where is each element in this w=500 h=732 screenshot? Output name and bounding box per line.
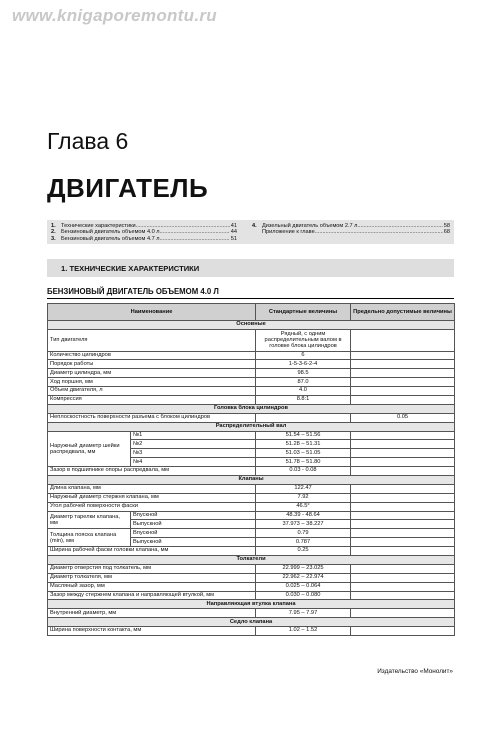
column-header-limit: Предельно допустимые величины [351, 304, 455, 321]
row-limit [351, 520, 455, 529]
row-limit [351, 458, 455, 467]
group-title: Клапаны [48, 475, 455, 484]
row-limit [351, 502, 455, 511]
row-standard: 6 [256, 351, 351, 360]
row-name: Объем двигателя, л [48, 387, 256, 396]
row-standard: 46.5° [256, 502, 351, 511]
table-row [48, 360, 455, 369]
row-subname: №4 [131, 458, 256, 467]
row-limit [351, 351, 455, 360]
group-row [48, 404, 455, 413]
row-name: Ход поршня, мм [48, 378, 256, 387]
engine-spec-table [47, 303, 455, 636]
row-standard: 0.025 – 0.064 [256, 582, 351, 591]
toc-page: 44 [230, 229, 237, 236]
row-name: Диаметр тарелки клапана, мм [48, 511, 131, 529]
row-standard: 51.78 – 51.80 [256, 458, 351, 467]
table-row [48, 395, 455, 404]
row-subname: Выпускной [131, 538, 256, 547]
row-name: Тип двигателя [48, 329, 256, 351]
row-name: Наружный диаметр шейки распредвала, мм [48, 431, 131, 467]
row-limit [351, 360, 455, 369]
row-standard: 1-5-3-6-2-4 [256, 360, 351, 369]
row-name: Порядок работы [48, 360, 256, 369]
group-title: Направляющая втулка клапана [48, 600, 455, 609]
toc-number: 3. [51, 235, 56, 242]
group-title: Головка блока цилиндров [48, 404, 455, 413]
column-header-standard: Стандартные величины [256, 304, 351, 321]
row-subname: Впускной [131, 511, 256, 520]
row-limit [351, 493, 455, 502]
row-name: Неплоскостность поверхности разъема с блоком цилиндров [48, 413, 256, 422]
table-row [48, 529, 455, 538]
table-row [48, 467, 455, 476]
row-limit: 0.05 [351, 413, 455, 422]
row-standard: Рядный, с одним распределительным валом в головке блока цилиндров [256, 329, 351, 351]
toc-column-left [51, 223, 237, 242]
row-standard: 22.999 – 23.025 [256, 564, 351, 573]
row-name: Угол рабочей поверхности фаски [48, 502, 256, 511]
table-row [48, 493, 455, 502]
row-limit [351, 449, 455, 458]
table-row [48, 413, 455, 422]
row-name: Зазор в подшипнике опоры распредвала, мм [48, 467, 256, 476]
table-row [48, 547, 455, 556]
row-name: Ширина поверхности контакта, мм [48, 627, 256, 636]
table-row [48, 511, 455, 520]
watermark: www.knigaporemontu.ru [12, 6, 217, 25]
row-name: Внутренний диаметр, мм [48, 609, 256, 618]
row-limit [351, 582, 455, 591]
table-row [48, 431, 455, 440]
group-row [48, 600, 455, 609]
toc-number: 4. [252, 223, 257, 229]
row-limit [351, 609, 455, 618]
row-standard: 48.39 - 48.64 [256, 511, 351, 520]
row-limit [351, 395, 455, 404]
row-limit [351, 431, 455, 440]
toc-number: 2. [51, 229, 56, 236]
group-row [48, 422, 455, 431]
row-name: Диаметр цилиндра, мм [48, 369, 256, 378]
row-subname: №2 [131, 440, 256, 449]
table-row [48, 378, 455, 387]
toc-leader [315, 229, 443, 235]
row-standard: 7.95 – 7.97 [256, 609, 351, 618]
row-standard: 0.030 – 0.080 [256, 591, 351, 600]
group-title: Основные [48, 321, 455, 330]
toc-page: 68 [443, 229, 450, 236]
chapter-label: Глава 6 [47, 128, 129, 154]
row-standard: 4.0 [256, 387, 351, 396]
table-row [48, 387, 455, 396]
row-standard: 98.5 [256, 369, 351, 378]
row-name: Ширина рабочей фаски головки клапана, мм [48, 547, 256, 556]
toc-leader [160, 236, 230, 242]
table-title: БЕНЗИНОВЫЙ ДВИГАТЕЛЬ ОБЪЕМОМ 4.0 Л [47, 287, 219, 296]
row-standard: 87.0 [256, 378, 351, 387]
row-limit [351, 440, 455, 449]
toc-number: 1. [51, 223, 56, 229]
row-limit [351, 573, 455, 582]
row-subname: Впускной [131, 529, 256, 538]
toc-text: Бензиновый двигатель объемом 4.0 л [61, 229, 160, 236]
table-header-row [48, 304, 455, 321]
row-standard: 7.92 [256, 493, 351, 502]
table-row [48, 573, 455, 582]
table-row [48, 484, 455, 493]
row-subname: Выпускной [131, 520, 256, 529]
group-title: Толкатели [48, 555, 455, 564]
row-name: Диаметр отверстия под толкатель, мм [48, 564, 256, 573]
row-limit [351, 529, 455, 538]
column-header-name: Наименование [48, 304, 256, 321]
group-row [48, 555, 455, 564]
row-standard: 0.25 [256, 547, 351, 556]
row-standard: 1.02 – 1.52 [256, 627, 351, 636]
table-row [48, 627, 455, 636]
row-standard: 37.973 – 38.227 [256, 520, 351, 529]
row-limit [351, 378, 455, 387]
row-standard: 0.787 [256, 538, 351, 547]
table-title-rule [47, 298, 454, 299]
group-title: Распределительный вал [48, 422, 455, 431]
row-limit [351, 511, 455, 520]
table-row [48, 609, 455, 618]
row-standard: 8.8:1 [256, 395, 351, 404]
row-limit [351, 329, 455, 351]
row-standard: 0.79 [256, 529, 351, 538]
row-name: Количество цилиндров [48, 351, 256, 360]
row-standard [256, 413, 351, 422]
toc-page: 51 [230, 235, 237, 242]
toc-column-right [252, 223, 450, 236]
toc-page: 58 [443, 223, 450, 229]
table-row [48, 502, 455, 511]
toc-text: Дизельный двигатель объемом 2.7 л [262, 223, 358, 229]
row-limit [351, 484, 455, 493]
row-limit [351, 547, 455, 556]
group-row [48, 475, 455, 484]
group-title: Седло клапана [48, 618, 455, 627]
row-name: Диаметр толкателя, мм [48, 573, 256, 582]
section-title: 1. ТЕХНИЧЕСКИЕ ХАРАКТЕРИСТИКИ [61, 264, 200, 273]
row-limit [351, 627, 455, 636]
row-name: Компрессия [48, 395, 256, 404]
toc-entry[interactable] [252, 229, 450, 235]
row-name: Зазор между стержнем клапана и направляющей втулкой, мм [48, 591, 256, 600]
row-standard: 51.28 – 51.31 [256, 440, 351, 449]
row-limit [351, 369, 455, 378]
toc-entry[interactable] [51, 236, 237, 242]
row-standard: 0.03 - 0.08 [256, 467, 351, 476]
row-limit [351, 564, 455, 573]
row-standard: 51.54 – 51.56 [256, 431, 351, 440]
publisher-credit: Издательство «Монолит» [377, 668, 453, 675]
row-standard: 51.03 – 51.05 [256, 449, 351, 458]
row-name: Длина клапана, мм [48, 484, 256, 493]
row-name: Масляный зазор, мм [48, 582, 256, 591]
table-of-contents [47, 220, 454, 244]
toc-text: Бензиновый двигатель объемом 4.7 л [61, 235, 160, 242]
table-row [48, 351, 455, 360]
toc-text: Приложение к главе [262, 229, 315, 236]
group-row [48, 321, 455, 330]
row-limit [351, 591, 455, 600]
section-heading [47, 259, 454, 277]
toc-text: Технические характеристики [61, 223, 136, 229]
row-limit [351, 538, 455, 547]
table-row [48, 582, 455, 591]
chapter-title: ДВИГАТЕЛЬ [47, 173, 209, 203]
row-limit [351, 467, 455, 476]
row-subname: №3 [131, 449, 256, 458]
row-name: Наружный диаметр стержня клапана, мм [48, 493, 256, 502]
table-row [48, 369, 455, 378]
row-limit [351, 387, 455, 396]
group-row [48, 618, 455, 627]
row-name: Толщина пояска клапана (min), мм [48, 529, 131, 547]
table-row [48, 329, 455, 351]
table-row [48, 564, 455, 573]
toc-page: 41 [230, 223, 237, 229]
row-standard: 22.962 – 22.974 [256, 573, 351, 582]
table-row [48, 591, 455, 600]
toc-number [252, 229, 262, 235]
row-standard: 122.47 [256, 484, 351, 493]
row-subname: №1 [131, 431, 256, 440]
